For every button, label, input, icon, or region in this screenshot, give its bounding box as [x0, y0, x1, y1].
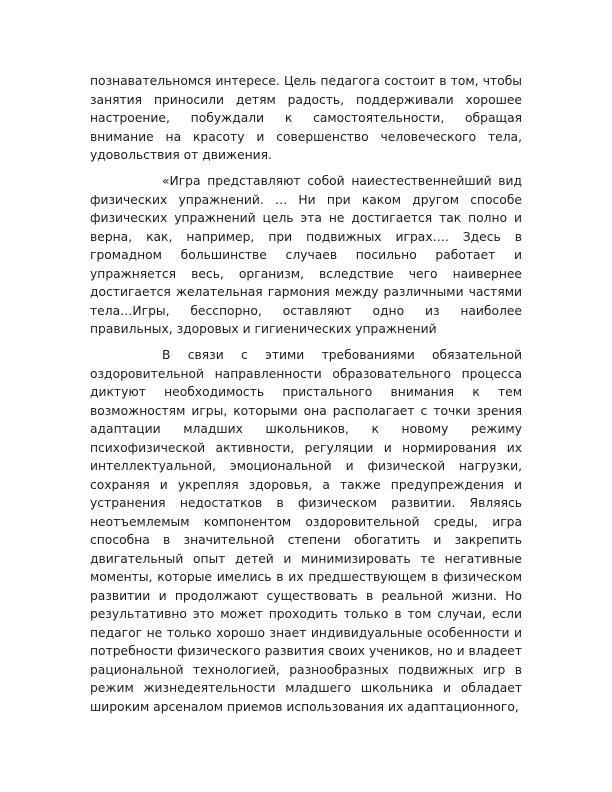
paragraph-1: познавательномся интересе. Цель педагога состоит в том, чтобы занятия приносили детям радость, поддерживали хорошее настроение, побуждали к самостоятельности, обращая внимание на красоту и совершенство человеческого тела, удовольствия от движения.: [90, 74, 522, 162]
paragraph-3: В связи с этими требованиями обязательной оздоровительной направленности образовательного процесса диктуют необходимость пристального внимания к тем возможностям игры, которыми она располагает с точки зрения адаптации младших школьников, к новому режиму психофизической активности, регуляции и нормирования их интеллектуальной, эмоциональной и физической нагрузки, сохраняя и укрепляя здоровья, а также предупреждения и устранения недостатков в физическом развитии. Являясь неотъемлемым компонентом оздоровительной среды, игра способна в значительной степени обогатить и закрепить двигательный опыт детей и минимизировать те негативные моменты, которые имелись в их предшествующем в физическом развитии и продолжают существовать в реальной жизни. Но результативно это может проходить только в том случаи, если педагог не только хорошо знает индивидуальные особенности и потребности физического развития своих учеников, но и владеет рациональной технологией, разнообразных подвижных игр в режим жизнедеятельности младшего школьника и обладает широким арсеналом приемов использования их адаптационного,: [90, 348, 522, 714]
paragraph-2-quote: «Игра представляют собой наиестественнейший вид физических упражнений. … Ни при каком другом способе физических упражнений цель эта не достигается так полно и верна, как, например, при подвижных играх…. Здесь в громадном большинстве случаев посильно работает и упражняется весь, организм, вследствие чего наивернее достигается желательная гармония между различными частями тела…Игры, бесспорно, оставляют одно из наиболее правильных, здоровых и гигиенических упражнений: [90, 174, 522, 336]
